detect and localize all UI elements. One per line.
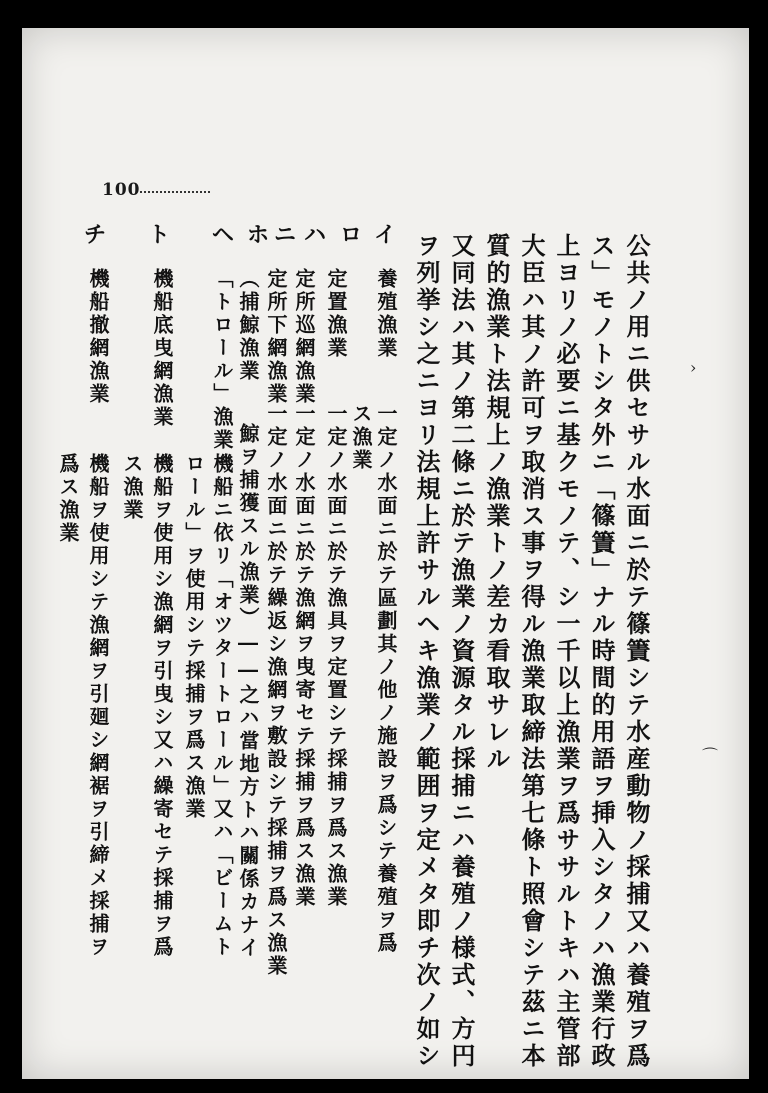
list-item-marker: ロ — [340, 222, 363, 248]
list-item-text: 一定ノ水面ニ於テ繰返シ漁網ヲ敷設シテ採捕ヲ爲ス漁業 — [264, 403, 288, 978]
list-item-marker: ト — [148, 222, 171, 248]
header-rule — [140, 191, 210, 193]
body-column-1: 公共ノ用ニ供セサル水面ニ於テ篠簀シテ水産動物ノ採捕又ハ養殖ヲ爲 — [622, 233, 651, 1070]
list-item-continuation: ス漁業 — [120, 453, 144, 522]
body-column-5: 質的漁業ト法規上ノ漁業トノ差カ看取サレル — [482, 233, 511, 773]
body-column-2: ス」モノトシタ外ニ「篠簀」ナル時間的用語ヲ挿入シタノハ漁業行政 — [587, 233, 616, 1070]
list-item-continuation: ロール」ヲ使用シテ採捕ヲ爲ス漁業 — [182, 453, 206, 821]
list-item-marker: ヘ — [212, 222, 235, 248]
list-item-text: 一定ノ水面ニ於テ漁具ヲ定置シテ採捕ヲ爲ス漁業 — [324, 403, 348, 909]
list-item-text: 鯨ヲ捕獲スル漁業）――之ハ當地方トハ關係カナイ — [236, 423, 260, 960]
list-item-name: 定置漁業 — [324, 268, 348, 360]
list-item-name: 「トロール」漁業 — [210, 268, 234, 452]
list-item-name: 機船底曳網漁業 — [150, 268, 174, 429]
list-item-marker: チ — [84, 222, 107, 248]
body-column-3: 上ヨリノ必要ニ基クモノテ、シ一千以上漁業ヲ爲ササルトキハ主管部 — [552, 233, 581, 1070]
body-column-6: 又同法ハ其ノ第二條ニ於テ漁業ノ資源タル採捕ニハ養殖ノ様式、方円 — [447, 233, 476, 1070]
list-item-name: （捕鯨漁業 — [236, 268, 260, 383]
list-item-marker: ニ — [274, 222, 297, 248]
list-item-continuation: ス漁業 — [349, 403, 373, 472]
list-item-marker: イ — [374, 222, 397, 248]
list-item-name: 機船撤網漁業 — [86, 268, 110, 406]
body-column-4: 大臣ハ其ノ許可ヲ取消ス事ヲ得ル漁業取締法第七條ト照會シテ茲ニ本 — [517, 233, 546, 1070]
list-item-name: 養殖漁業 — [374, 268, 398, 360]
list-item-marker: ホ — [247, 222, 270, 248]
ink-speck: › — [690, 358, 697, 377]
list-item-name: 定所巡網漁業 — [292, 268, 316, 406]
list-item-name: 定所下網漁業 — [264, 268, 288, 406]
list-item-continuation: 爲ス漁業 — [56, 453, 80, 545]
body-column-7: ヲ列挙シ之ニヨリ法規上許サルヘキ漁業ノ範囲ヲ定メタ即チ次ノ如シ — [412, 233, 441, 1070]
scanned-page — [22, 28, 749, 1079]
list-item-text: 一定ノ水面ニ於テ區劃其ノ他ノ施設ヲ爲シテ養殖ヲ爲 — [374, 403, 398, 955]
list-item-text: 一定ノ水面ニ於テ漁網ヲ曳寄セテ採捕ヲ爲ス漁業 — [292, 403, 316, 909]
list-item-text: 機船ヲ使用シテ漁網ヲ引廻シ網裾ヲ引締メ採捕ヲ — [86, 453, 110, 959]
list-item-text: 機船ニ依リ「オツタートロール」又ハ「ビームト — [210, 453, 234, 959]
list-item-marker: ハ — [304, 222, 327, 248]
ink-speck: ⌒ — [702, 746, 719, 765]
page-number: 100 — [102, 180, 141, 200]
list-item-text: 機船ヲ使用シ漁網ヲ引曳シ又ハ繰寄セテ採捕ヲ爲 — [150, 453, 174, 959]
